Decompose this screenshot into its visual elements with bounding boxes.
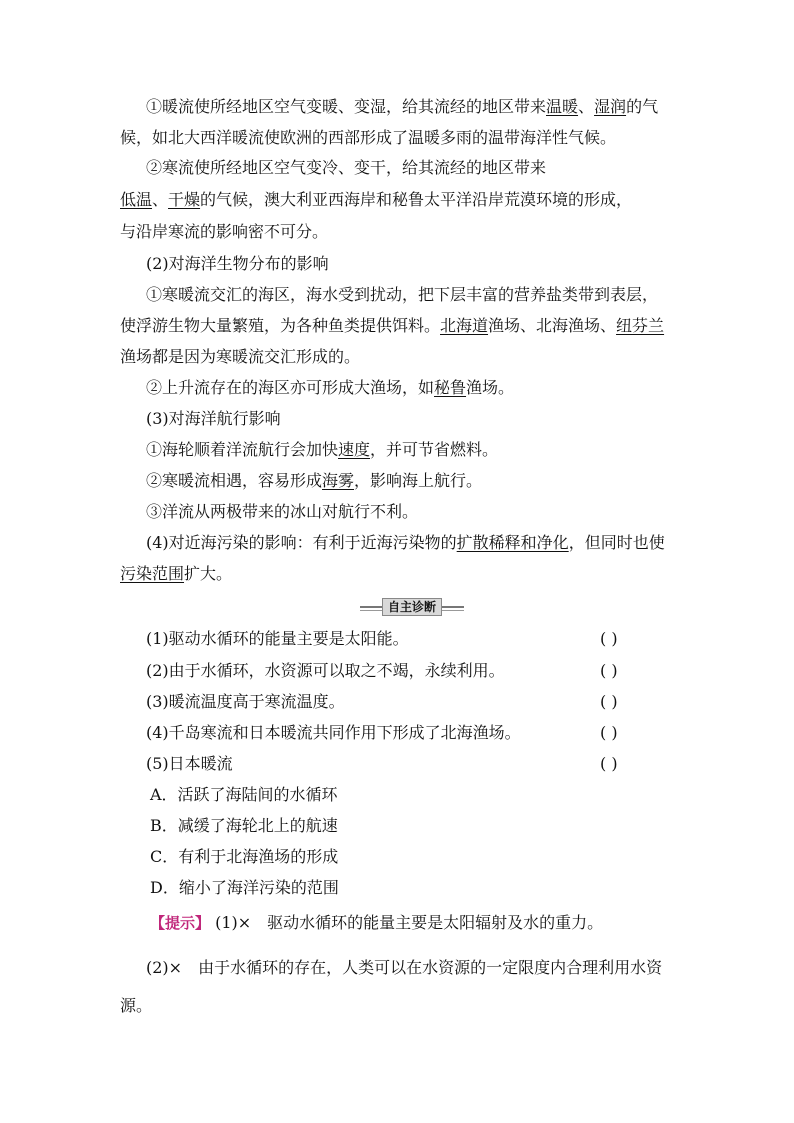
paragraph-warm-current-line1 [146,97,658,117]
text: 的气 [626,97,659,116]
answer-blank: ( ) [600,629,618,648]
answer-blank: ( ) [600,723,618,742]
paragraph-fishery-line1: ①寒暖流交汇的海区，海水受到扰动，把下层丰富的营养盐类带到表层， [146,285,659,304]
text: ，影响海上航行。 [354,471,483,490]
paragraph-pollution-line1 [146,533,665,553]
paragraph-fog [146,471,482,491]
hint-answer-2-line1: (2)× 由于水循环的存在，人类可以在水资源的一定限度内合理利用水资 [146,958,663,977]
answer-blank: ( ) [600,661,618,680]
underlined-term-speed: 速度 [338,440,371,459]
underlined-term-hokkaido: 北海道 [440,316,489,335]
text: ，但同时也使 [568,533,665,552]
paragraph-fishery-line3: 渔场都是因为寒暖流交汇形成的。 [120,347,361,366]
question-5: (5)日本暖流 [146,754,233,773]
underlined-term-fog: 海雾 [322,471,355,490]
paragraph-icebergs: ③洋流从两极带来的冰山对航行不利。 [146,502,419,521]
text: ①海轮顺着洋流航行会加快 [146,440,339,459]
underlined-term-newfoundland: 纽芬兰 [616,316,665,335]
section-heading-marine-life: (2)对海洋生物分布的影响 [146,254,329,273]
paragraph-speed [146,440,498,460]
hint-label: 【提示】 [150,914,211,932]
paragraph-upwelling [146,378,514,398]
underlined-term-diffusion: 扩散稀释和净化 [456,533,569,552]
text: 渔场、北海渔场、 [488,316,617,335]
question-1: (1)驱动水循环的能量主要是太阳能。 [146,629,409,648]
hint-answer-1 [150,913,603,933]
text: ②寒暖流相遇，容易形成 [146,471,323,490]
question-2: (2)由于水循环，水资源可以取之不竭，永续利用。 [146,661,505,680]
text: ①暖流使所经地区空气变暖、变湿，给其流经的地区带来 [146,97,547,116]
question-4: (4)千岛寒流和日本暖流共同作用下形成了北海渔场。 [146,723,521,742]
hint-text: (1)× 驱动水循环的能量主要是太阳辐射及水的重力。 [210,913,604,932]
paragraph-cold-current-line1: ②寒流使所经地区空气变冷、变干，给其流经的地区带来 [146,158,547,177]
text: 的气候，澳大利亚西海岸和秘鲁太平洋沿岸荒漠环境的形成， [200,190,633,209]
option-b: B．减缓了海轮北上的航速 [150,816,338,835]
text: 、 [578,97,595,116]
answer-blank: ( ) [600,754,618,773]
paragraph-cold-current-line2 [120,190,632,210]
paragraph-warm-current-line2: 候，如北大西洋暖流使欧洲的西部形成了温暖多雨的温带海洋性气候。 [120,128,617,147]
underlined-term-humid: 湿润 [594,97,627,116]
underlined-term-pollution-range: 污染范围 [120,564,185,583]
section-badge-self-diagnosis [360,598,464,616]
text: 使浮游生物大量繁殖，为各种鱼类提供饵料。 [120,316,441,335]
paragraph-cold-current-line3: 与沿岸寒流的影响密不可分。 [120,222,329,241]
question-3: (3)暖流温度高于寒流温度。 [146,692,345,711]
paragraph-pollution-line2 [120,564,232,584]
hint-answer-2-line2: 源。 [120,996,153,1015]
text: 渔场。 [466,378,515,397]
text: ，并可节省燃料。 [370,440,499,459]
underlined-term-peru: 秘鲁 [434,378,467,397]
paragraph-fishery-line2 [120,316,664,336]
section-heading-navigation: (3)对海洋航行影响 [146,409,281,428]
option-c: C．有利于北海渔场的形成 [150,847,339,866]
text: (4)对近海污染的影响：有利于近海污染物的 [146,533,457,552]
underlined-term-warm: 温暖 [546,97,579,116]
option-d: D．缩小了海洋污染的范围 [150,878,339,897]
text: ②上升流存在的海区亦可形成大渔场，如 [146,378,435,397]
section-label: 自主诊断 [382,598,442,616]
text: 扩大。 [184,564,233,583]
text: 、 [152,190,169,209]
answer-blank: ( ) [600,692,618,711]
underlined-term-low-temp: 低温 [120,190,153,209]
option-a: A．活跃了海陆间的水循环 [150,785,338,804]
underlined-term-dry: 干燥 [168,190,201,209]
